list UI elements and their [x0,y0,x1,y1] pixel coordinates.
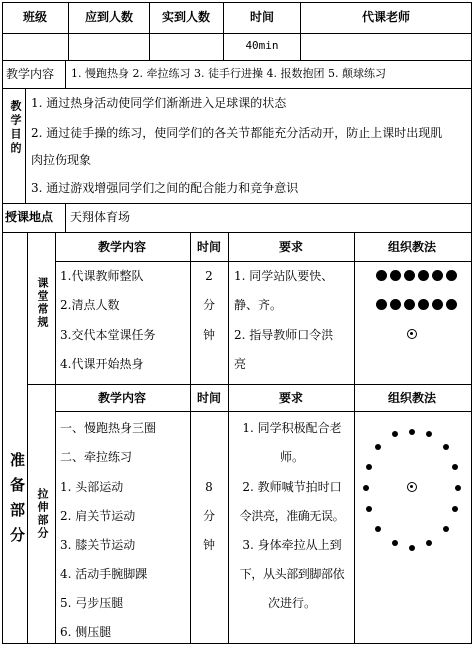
stretch-item-3: 1. 头部运动 [60,480,124,494]
stretch-req-5: 3. 身体牵拉从上到 [242,538,342,552]
goal-item-1: 1. 通过热身活动使同学们渐渐进入足球课的状态 [31,96,287,110]
stretch-req-3: 2. 教师喊节拍时口 [242,480,342,494]
header-class-label: 班级 [22,10,48,24]
routine-header-time: 时间 [196,240,222,254]
stretch-header-content: 教学内容 [97,391,147,405]
stretch-req-4: 令洪亮，准确无误。 [239,509,345,523]
goals-label: 教学目的 [9,100,22,156]
stretch-item-5: 3. 膝关节运动 [60,538,136,552]
formation-dot [376,299,387,310]
routine-header-method: 组织教法 [387,240,437,254]
formation-dot [446,299,457,310]
routine-time-unit-1: 分 [202,298,216,312]
routine-item-1: 1.代课教师整队 [60,269,144,283]
routine-req-4: 亮 [234,357,247,371]
formation-dot [455,485,461,491]
formation-dot [390,270,401,281]
routine-item-4: 4.代课开始热身 [60,357,144,371]
formation-dot [418,299,429,310]
formation-dot [426,431,432,437]
formation-dot [452,464,458,470]
routine-req-2: 静、齐。 [234,298,283,312]
formation-dot [443,526,449,532]
stretch-label: 拉伸部分 [36,488,49,540]
formation-dot [375,526,381,532]
goal-item-2-cont: 肉拉伤现象 [31,153,92,167]
goal-item-2: 2. 通过徒手操的练习，使同学们的各关节都能充分活动开，防止上课时出现肌 [31,126,443,140]
stretch-header-requirement: 要求 [278,391,304,405]
venue-label: 授课地点 [5,210,54,224]
stretch-req-2: 师。 [279,450,305,464]
formation-dot [418,270,429,281]
formation-dot [363,485,369,491]
formation-dot [443,444,449,450]
time-value: 40min [245,39,279,52]
stretch-item-8: 6. 侧压腿 [60,625,112,639]
formation-dot [392,431,398,437]
routine-header-content: 教学内容 [97,240,147,254]
routine-label: 课堂常规 [36,277,49,329]
stretch-req-7: 次进行。 [267,596,317,610]
formation-dot [426,540,432,546]
routine-req-1: 1. 同学站队要快、 [234,269,334,283]
stretch-time-number: 8 [205,480,213,494]
stretch-item-1: 一、慢跑热身三圈 [60,421,157,435]
stretch-time-unit-1: 分 [202,509,216,523]
stretch-req-6: 下，从头部到脚部依 [239,567,345,581]
routine-item-2: 2.清点人数 [60,298,120,312]
formation-dot [432,270,443,281]
teacher-position-icon [407,482,417,492]
formation-dot [452,506,458,512]
formation-dot [366,506,372,512]
venue-value: 天翔体育场 [70,210,131,224]
stretch-item-2: 二、牵拉练习 [60,450,133,464]
header-actual-label: 实到人数 [161,10,211,24]
routine-time-number: 2 [205,269,213,283]
header-teacher-label: 代课老师 [361,10,411,24]
formation-dot [432,299,443,310]
formation-dot [366,464,372,470]
routine-item-3: 3.交代本堂课任务 [60,328,156,342]
stretch-item-7: 5. 弓步压腿 [60,596,124,610]
formation-dot [375,444,381,450]
routine-time-unit-2: 钟 [202,328,216,342]
formation-dot [390,299,401,310]
routine-req-3: 2. 指导教师口令洪 [234,328,334,342]
formation-dot [404,270,415,281]
formation-dot [446,270,457,281]
header-expected-label: 应到人数 [84,10,134,24]
formation-dot [376,270,387,281]
stretch-header-method: 组织教法 [387,391,437,405]
formation-dot [404,299,415,310]
stretch-header-time: 时间 [196,391,222,405]
teacher-position-icon [407,329,417,339]
content-text: 1. 慢跑热身 2. 牵拉练习 3. 徒手行进操 4. 报数抱团 5. 颠球练习 [71,67,386,80]
goal-item-3: 3. 通过游戏增强同学们之间的配合能力和竞争意识 [31,181,299,195]
formation-dot [392,540,398,546]
section-label: 准备部分 [8,452,26,552]
header-time-label: 时间 [249,10,275,24]
formation-dot [409,429,415,435]
stretch-req-1: 1. 同学积极配合老 [242,421,342,435]
formation-dot [409,545,415,551]
routine-header-requirement: 要求 [278,240,304,254]
stretch-time-unit-2: 钟 [202,538,216,552]
content-label: 教学内容 [6,67,55,81]
stretch-item-6: 4. 活动手腕脚踝 [60,567,148,581]
stretch-item-4: 2. 肩关节运动 [60,509,136,523]
